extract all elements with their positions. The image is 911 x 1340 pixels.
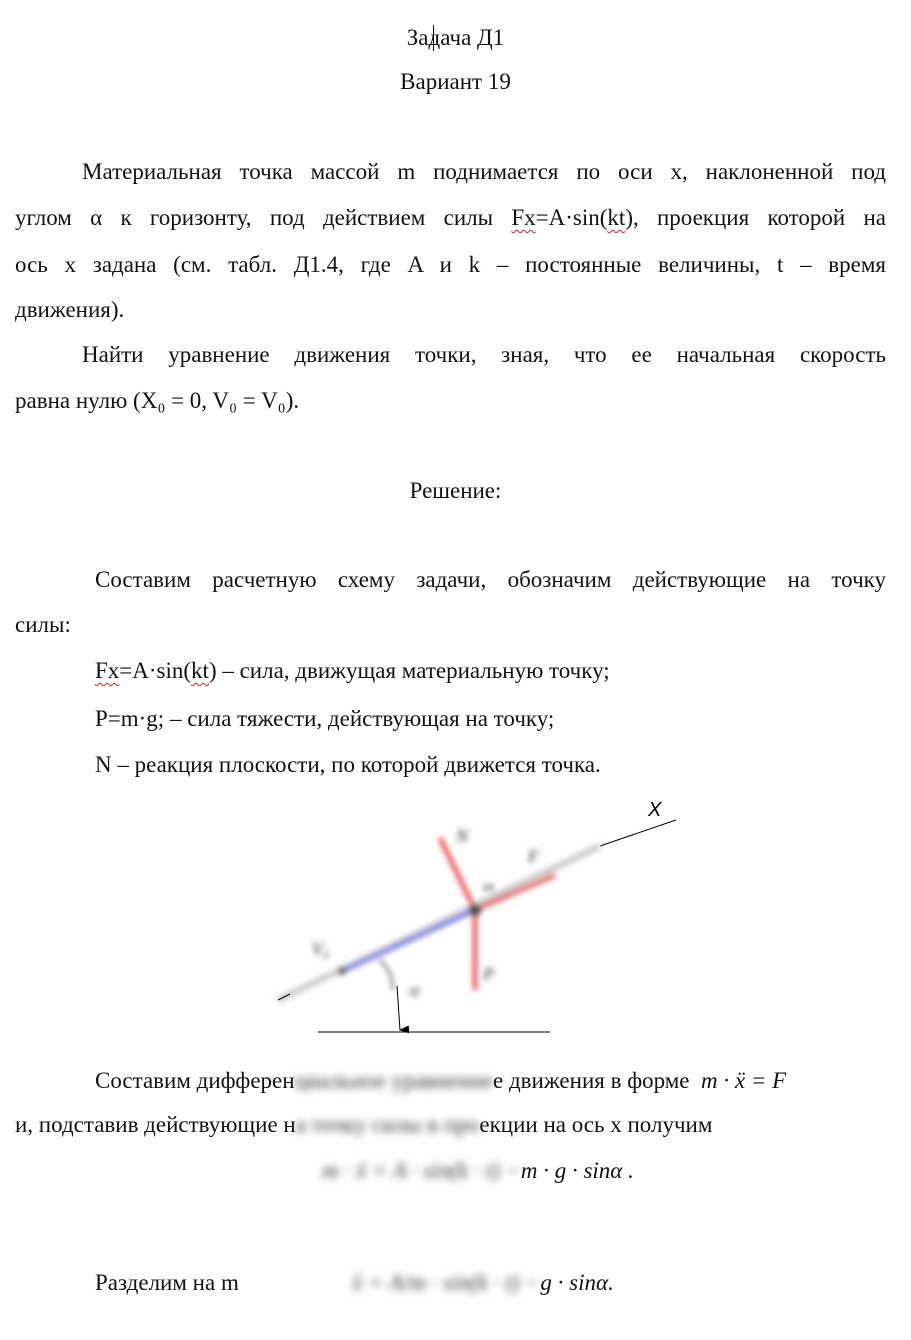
- solution-intro-2: силы:: [15, 612, 71, 637]
- task-line-1: Найти уравнение движения точки, зная, что ее начальная скорость: [82, 342, 886, 367]
- problem-line-1: Материальная точка массой m поднимается по оси x, наклоненной под: [82, 159, 886, 184]
- variant-label: Вариант 19: [400, 69, 511, 94]
- label-v0: V₀: [312, 939, 330, 959]
- task-line-2: равна нулю (X₀ = 0, V₀ = V₀).: [15, 388, 300, 413]
- problem-line-3: ось x задана (см. табл. Д1.4, где A и k – постоянные величины, t – время: [15, 252, 886, 277]
- force-n-arrow: [440, 838, 475, 910]
- angle-pointer: [397, 986, 400, 1030]
- force-normal: N – реакция плоскости, по которой движется точка.: [95, 752, 601, 777]
- solution-intro-1: Составим расчетную схему задачи, обозначим действующие на точку: [95, 567, 886, 592]
- label-n: N: [456, 826, 469, 846]
- angle-label: α: [410, 980, 420, 1000]
- problem-line-2: углом α к горизонту, под действием силы Fx=A·sin(kt), проекция которой на: [15, 205, 887, 230]
- velocity-segment: [340, 910, 475, 972]
- diff-equation-line-1: Составим дифференциальное уравнениее движения в форме m · ẍ = F: [95, 1068, 787, 1093]
- label-p: P: [483, 964, 494, 984]
- force-driving: Fx=A·sin(kt) – сила, движущая материальную точку;: [95, 658, 610, 683]
- material-point: [469, 904, 481, 916]
- newton-formula: m · ẍ = F: [701, 1068, 787, 1093]
- divided-equation: ẍ = A/m · sin(k · t) −g · sinα.: [352, 1270, 614, 1295]
- force-diagram: [270, 790, 690, 1050]
- problem-line-4: движения).: [15, 297, 125, 322]
- force-gravity: P=m·g; – сила тяжести, действующая на точку;: [95, 706, 555, 731]
- x-axis-label: X: [648, 799, 662, 821]
- blurred-diagram-body: [278, 826, 600, 1000]
- diff-equation-line-2: и, подставив действующие на точку силы в проекции на ось x получим: [15, 1112, 713, 1137]
- solution-heading: Решение:: [409, 478, 502, 503]
- problem-title: Задача Д1: [406, 25, 505, 50]
- label-f: F: [528, 846, 539, 866]
- label-m: m: [483, 879, 495, 896]
- equation-of-motion: m · ẍ = A · sin(k · t) −m · g · sinα .: [322, 1158, 634, 1183]
- x-axis-line: [600, 820, 676, 846]
- divide-label: Разделим на m: [95, 1270, 239, 1295]
